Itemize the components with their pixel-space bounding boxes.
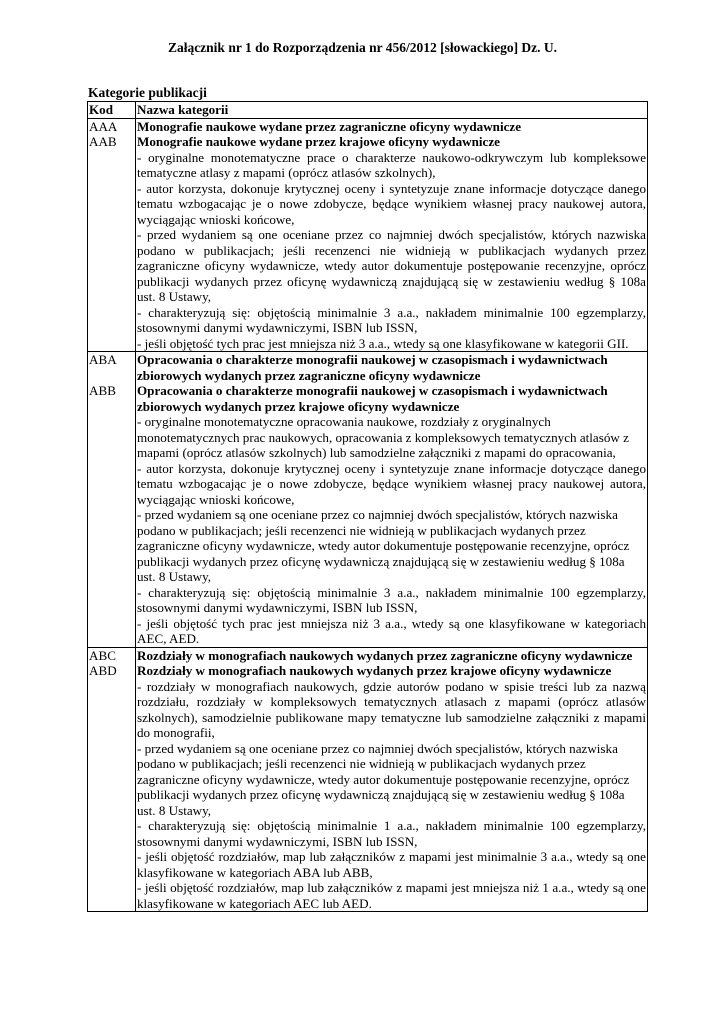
page-title: Załącznik nr 1 do Rozporządzenia nr 456/2012 [słowackiego] Dz. U. <box>167 40 558 55</box>
criteria-item: - jeśli objętość tych prac jest mniejsza niż 3 a.a., wtedy są one klasyfikowane w kategoriach AEC, AED. <box>137 615 646 646</box>
category-heading: Rozdziały w monografiach naukowych wydanych przez zagraniczne oficyny wydawnicze <box>137 647 633 663</box>
criteria-item: - charakteryzują się: objętością minimalnie 3 a.a., nakładem minimalnie 100 egzemplarzy, stosownymi danymi wydawniczymi, ISBN lub ISSN, <box>137 304 646 335</box>
code-cell <box>88 118 136 352</box>
code-cell <box>88 352 136 648</box>
criteria-item: - przed wydaniem są one oceniane przez co najmniej dwóch specjalistów, których nazwiska podano w publikacjach; jeśli recenzenci nie widnieją w publikacjach wydanych przez zagraniczne oficyny wydawnicze, wtedy autor dokumentuje postępowanie recenzyjne, oprócz publikacji wydanych przez oficynę wydawniczą znajdującą się w zestawieniu według § 108a ust. 8 Ustawy, <box>137 507 630 584</box>
category-code: ABA <box>89 352 117 367</box>
table-header-row <box>88 102 648 119</box>
category-code: ABB <box>89 383 116 398</box>
category-code: AAA <box>89 118 118 134</box>
criteria-item: - charakteryzują się: objętością minimalnie 3 a.a., nakładem minimalnie 100 egzemplarzy, stosownymi danymi wydawniczymi, ISBN lub ISSN, <box>137 584 646 615</box>
table-row <box>88 647 648 912</box>
description-cell <box>136 118 648 352</box>
criteria-item: - charakteryzują się: objętością minimalnie 1 a.a., nakładem minimalnie 100 egzemplarzy, stosownymi danymi wydawniczymi, ISBN lub ISSN, <box>137 818 646 849</box>
description-cell <box>136 647 648 912</box>
categories-table <box>87 101 648 912</box>
header-code: Kod <box>88 102 136 119</box>
criteria-item: - oryginalne monotematyczne prace o charakterze naukowo-odkrywczym lub kompleksowe tematyczne atlasy z mapami (oprócz atlasów szkolnych), <box>137 149 646 180</box>
criteria-item: - jeśli objętość rozdziałów, map lub załączników z mapami jest mniejsza niż 1 a.a., wtedy są one klasyfikowane w kategoriach AEC lub AED. <box>137 880 646 911</box>
criteria-item: - autor korzysta, dokonuje krytycznej oceny i syntetyzuje znane informacje dotyczące danego tematu wzbogacając je o nowe zdobycze, będące wynikiem własnej pracy naukowej autora, wyciągając wnioski końcowe, <box>137 180 646 227</box>
table-row <box>88 352 648 648</box>
header-category-name: Nazwa kategorii <box>136 102 648 119</box>
category-heading: Rozdziały w monografiach naukowych wydanych przez krajowe oficyny wydawnicze <box>137 663 612 678</box>
category-code: ABD <box>89 663 117 678</box>
criteria-item: - przed wydaniem są one oceniane przez co najmniej dwóch specjalistów, których nazwiska podano w publikacjach; jeśli recenzenci nie widnieją w publikacjach wydanych przez zagraniczne oficyny wydawnicze, wtedy autor dokumentuje postępowanie recenzyjne, oprócz publikacji wydanych przez oficynę wydawniczą znajdującą się w zestawieniu według § 108a ust. 8 Ustawy, <box>137 740 630 818</box>
category-code: ABC <box>89 647 116 663</box>
criteria-item: - przed wydaniem są one oceniane przez co najmniej dwóch specjalistów, których nazwiska podano w publikacjach; jeśli recenzenci nie widnieją w publikacjach wydanych przez zagraniczne oficyny wydawnicze, wtedy autor dokumentuje postępowanie recenzyjne, oprócz publikacji wydanych przez oficynę wydawniczą znajdującą się w zestawieniu według § 108a ust. 8 Ustawy, <box>137 227 646 304</box>
criteria-item: - jeśli objętość rozdziałów, map lub załączników z mapami jest minimalnie 3 a.a., wtedy są one klasyfikowane w kategoriach ABA lub ABB, <box>137 849 646 880</box>
category-heading: Opracowania o charakterze monografii naukowej w czasopismach i wydawnictwach zbiorowych wydanych przez krajowe oficyny wydawnicze <box>137 383 608 414</box>
category-heading: Monografie naukowe wydane przez krajowe oficyny wydawnicze <box>137 134 500 149</box>
criteria-item: - autor korzysta, dokonuje krytycznej oceny i syntetyzuje znane informacje dotyczące danego tematu wzbogacając je o nowe zdobycze, będące wynikiem własnej pracy naukowej autora, wyciągając wnioski końcowe, <box>137 460 646 507</box>
category-heading: Opracowania o charakterze monografii naukowej w czasopismach i wydawnictwach zbiorowych wydanych przez zagraniczne oficyny wydawnicze <box>137 352 608 383</box>
criteria-item: - jeśli objętość tych prac jest mniejsza niż 3 a.a., wtedy są one klasyfikowane w kategorii GII. <box>137 335 629 351</box>
section-title: Kategorie publikacji <box>88 85 207 100</box>
criteria-item: - rozdziały w monografiach naukowych, gdzie autorów podano w spisie treści lub za nazwą rozdziału, rozdziały w kompleksowych tematycznych atlasach z mapami (oprócz atlasów szkolnych), samodzielnie publikowane mapy tematyczne lub samodzielne załączniki z mapami do monografii, <box>137 678 646 740</box>
criteria-item: - oryginalne monotematyczne opracowania naukowe, rozdziały z oryginalnych monotematycznych prac naukowych, opracowania z kompleksowych tematycznych atlasów z mapami (oprócz atlasów szkolnych) lub samodzielne załączniki z mapami do opracowania, <box>137 414 629 460</box>
category-heading: Monografie naukowe wydane przez zagraniczne oficyny wydawnicze <box>137 118 522 134</box>
table-row <box>88 118 648 352</box>
description-cell <box>136 352 648 648</box>
code-cell <box>88 647 136 912</box>
category-code: AAB <box>89 134 117 149</box>
